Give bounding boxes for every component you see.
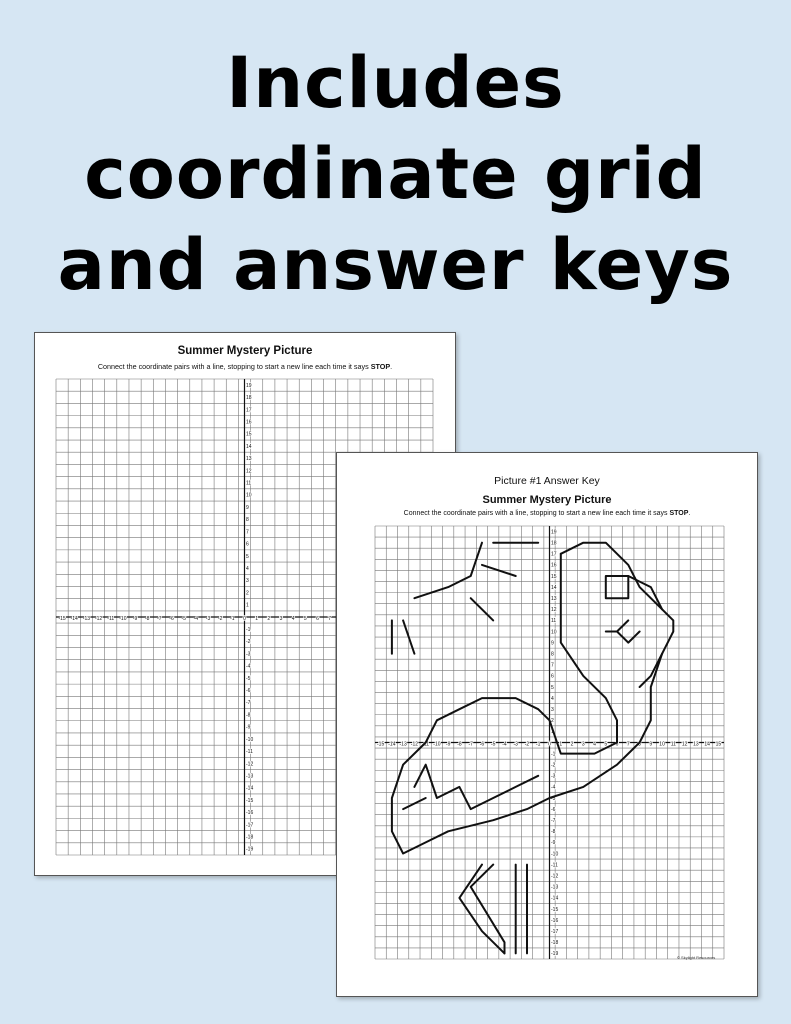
flamingo-stroke	[459, 865, 504, 954]
x-tick-label: 0	[243, 615, 246, 622]
y-tick-label: 15	[551, 573, 557, 580]
y-tick-label: 10	[246, 492, 252, 499]
x-tick-label: 10	[659, 741, 665, 748]
x-tick-label: -6	[169, 615, 174, 622]
y-tick-label: 5	[551, 684, 554, 691]
x-tick-label: 14	[704, 741, 710, 748]
y-tick-label: -14	[551, 895, 559, 902]
y-tick-label: -13	[551, 884, 559, 891]
worksheet-instructions-end: .	[390, 362, 393, 371]
x-tick-label: -2	[524, 741, 530, 748]
answer-key-instructions-end: .	[688, 510, 691, 517]
y-tick-label: -1	[246, 627, 251, 634]
y-tick-label: 6	[551, 673, 554, 680]
x-tick-label: 13	[693, 741, 699, 748]
x-tick-label: 7	[626, 741, 630, 748]
x-tick-label: 5	[604, 741, 608, 748]
x-tick-label: -12	[410, 741, 419, 748]
y-tick-label: -6	[246, 688, 251, 695]
y-tick-label: -17	[246, 822, 254, 829]
x-tick-label: -9	[132, 615, 138, 622]
x-tick-label: 15	[715, 741, 722, 748]
x-tick-label: 9	[649, 741, 653, 748]
y-tick-label: 11	[246, 480, 252, 487]
x-tick-label: -13	[399, 741, 407, 748]
y-tick-label: 14	[551, 584, 557, 591]
y-tick-label: -10	[246, 736, 254, 743]
y-tick-label: 10	[551, 629, 557, 636]
x-tick-label: 6	[316, 615, 319, 622]
y-tick-label: -12	[551, 873, 559, 880]
y-tick-label: -13	[246, 773, 254, 780]
y-tick-label: -9	[551, 840, 556, 847]
y-tick-label: -16	[551, 917, 559, 924]
x-tick-label: 4	[593, 741, 596, 748]
y-tick-label: -11	[246, 749, 253, 756]
y-tick-label: -4	[246, 663, 251, 670]
flamingo-stroke	[471, 598, 494, 620]
x-tick-label: -12	[94, 615, 103, 622]
worksheet-title: Summer Mystery Picture	[177, 345, 313, 357]
y-tick-label: -7	[246, 700, 251, 707]
x-tick-label: -14	[388, 741, 396, 748]
headline	[0, 38, 791, 311]
x-tick-label: -10	[433, 741, 441, 748]
x-tick-label: -2	[217, 615, 223, 622]
y-tick-label: 17	[551, 551, 557, 558]
x-tick-label: -14	[70, 615, 78, 622]
y-tick-label: -9	[246, 724, 251, 731]
x-tick-label: -3	[513, 741, 518, 748]
x-tick-label: 1	[559, 741, 563, 748]
x-tick-label: -1	[536, 741, 541, 748]
x-tick-label: 11	[670, 741, 676, 748]
y-tick-label: -2	[246, 639, 251, 646]
y-tick-label: 3	[246, 578, 249, 585]
y-tick-label: 3	[551, 706, 554, 713]
headline-line-2: coordinate grid	[84, 133, 707, 215]
x-tick-label: -10	[119, 615, 127, 622]
y-tick-label: 15	[246, 431, 252, 438]
y-tick-label: 16	[246, 419, 252, 426]
x-tick-label: 2	[267, 615, 271, 622]
x-tick-label: -15	[58, 615, 66, 622]
x-tick-label: -5	[181, 615, 186, 622]
x-tick-label: -7	[468, 741, 473, 748]
x-tick-label: -13	[82, 615, 91, 622]
x-tick-label: 2	[570, 741, 574, 748]
y-tick-label: -2	[551, 762, 556, 769]
x-tick-label: 3	[581, 741, 585, 748]
y-tick-label: -8	[246, 712, 251, 719]
y-tick-label: -6	[551, 806, 556, 813]
x-tick-label: -7	[157, 615, 162, 622]
answer-key-instructions-text: Connect the coordinate pairs with a line, stopping to start a new line each time it says	[403, 510, 670, 517]
y-tick-label: 8	[551, 651, 554, 658]
x-tick-label: 8	[638, 741, 641, 748]
x-tick-label: -11	[107, 615, 115, 622]
y-tick-label: -7	[551, 818, 556, 825]
x-tick-label: 3	[279, 615, 283, 622]
answer-key-label: Picture #1 Answer Key	[494, 475, 600, 487]
headline-line-1: Includes	[226, 42, 565, 124]
y-tick-label: 16	[551, 562, 557, 569]
copyright-credit: © Skylight Resources	[677, 955, 716, 960]
answer-key-grid	[337, 453, 757, 996]
y-tick-label: 13	[551, 595, 557, 602]
x-tick-label: -3	[205, 615, 211, 622]
y-tick-label: -5	[246, 675, 251, 682]
x-tick-label: 4	[291, 615, 295, 622]
y-tick-label: 8	[246, 517, 249, 524]
y-tick-label: -12	[246, 761, 254, 768]
y-tick-label: -3	[551, 773, 556, 780]
y-tick-label: 2	[246, 590, 249, 597]
x-tick-label: 0	[548, 741, 551, 748]
x-tick-label: -4	[502, 741, 507, 748]
x-tick-label: -1	[230, 615, 235, 622]
y-tick-label: 14	[246, 443, 252, 450]
flamingo-stroke	[606, 576, 629, 598]
x-tick-label: 1	[255, 615, 259, 622]
y-tick-label: 5	[246, 553, 249, 560]
y-tick-label: 9	[246, 504, 249, 511]
worksheet-instructions-text: Connect the coordinate pairs with a line, stopping to start a new line each time it says	[97, 362, 371, 371]
x-tick-label: -6	[479, 741, 485, 748]
y-tick-label: 12	[246, 468, 252, 475]
y-tick-label: -10	[551, 851, 559, 858]
y-tick-label: -15	[246, 797, 254, 804]
y-tick-label: -3	[246, 651, 251, 658]
y-tick-label: -17	[551, 929, 559, 936]
x-tick-label: 12	[681, 741, 688, 748]
x-tick-label: 7	[328, 615, 332, 622]
y-tick-label: 19	[246, 382, 252, 389]
y-tick-label: 18	[246, 395, 252, 402]
y-tick-label: -15	[551, 906, 559, 913]
y-tick-label: -19	[246, 846, 254, 853]
y-tick-label: 1	[551, 729, 554, 736]
x-tick-label: -11	[422, 741, 430, 748]
x-tick-label: -9	[445, 741, 451, 748]
x-tick-label: 6	[615, 741, 619, 748]
y-tick-label: 1	[246, 602, 249, 609]
x-tick-label: -8	[457, 741, 462, 748]
y-tick-label: -18	[551, 940, 559, 947]
x-tick-label: -8	[144, 615, 150, 622]
y-tick-label: -14	[246, 785, 254, 792]
y-tick-label: 6	[246, 541, 249, 548]
y-tick-label: -1	[551, 751, 556, 758]
x-tick-label: 5	[303, 615, 307, 622]
x-tick-label: -4	[193, 615, 199, 622]
y-tick-label: -5	[551, 795, 556, 802]
x-tick-label: -15	[377, 741, 385, 748]
y-tick-label: 7	[551, 662, 554, 669]
y-tick-label: 2	[551, 718, 554, 725]
answer-key-worksheet	[336, 452, 758, 997]
y-tick-label: 11	[551, 618, 557, 625]
y-tick-label: 7	[246, 529, 249, 536]
y-tick-label: 19	[551, 529, 557, 536]
worksheet-instructions-stop: STOP	[370, 362, 391, 371]
answer-key-instructions-stop: STOP	[669, 510, 689, 517]
x-tick-label: -5	[490, 741, 496, 748]
y-tick-label: 12	[551, 607, 557, 614]
y-tick-label: -19	[551, 951, 559, 958]
y-tick-label: 4	[246, 565, 249, 572]
headline-line-3: and answer keys	[57, 224, 734, 306]
y-tick-label: -16	[246, 810, 254, 817]
answer-key-title: Summer Mystery Picture	[482, 494, 612, 506]
y-tick-label: -4	[551, 784, 556, 791]
y-tick-label: 4	[551, 695, 554, 702]
y-tick-label: 13	[246, 456, 252, 463]
y-tick-label: -11	[551, 862, 558, 869]
y-tick-label: -18	[246, 834, 254, 841]
y-tick-label: -8	[551, 829, 556, 836]
y-tick-label: 18	[551, 540, 557, 547]
y-tick-label: 17	[246, 407, 252, 414]
y-tick-label: 9	[551, 640, 554, 647]
